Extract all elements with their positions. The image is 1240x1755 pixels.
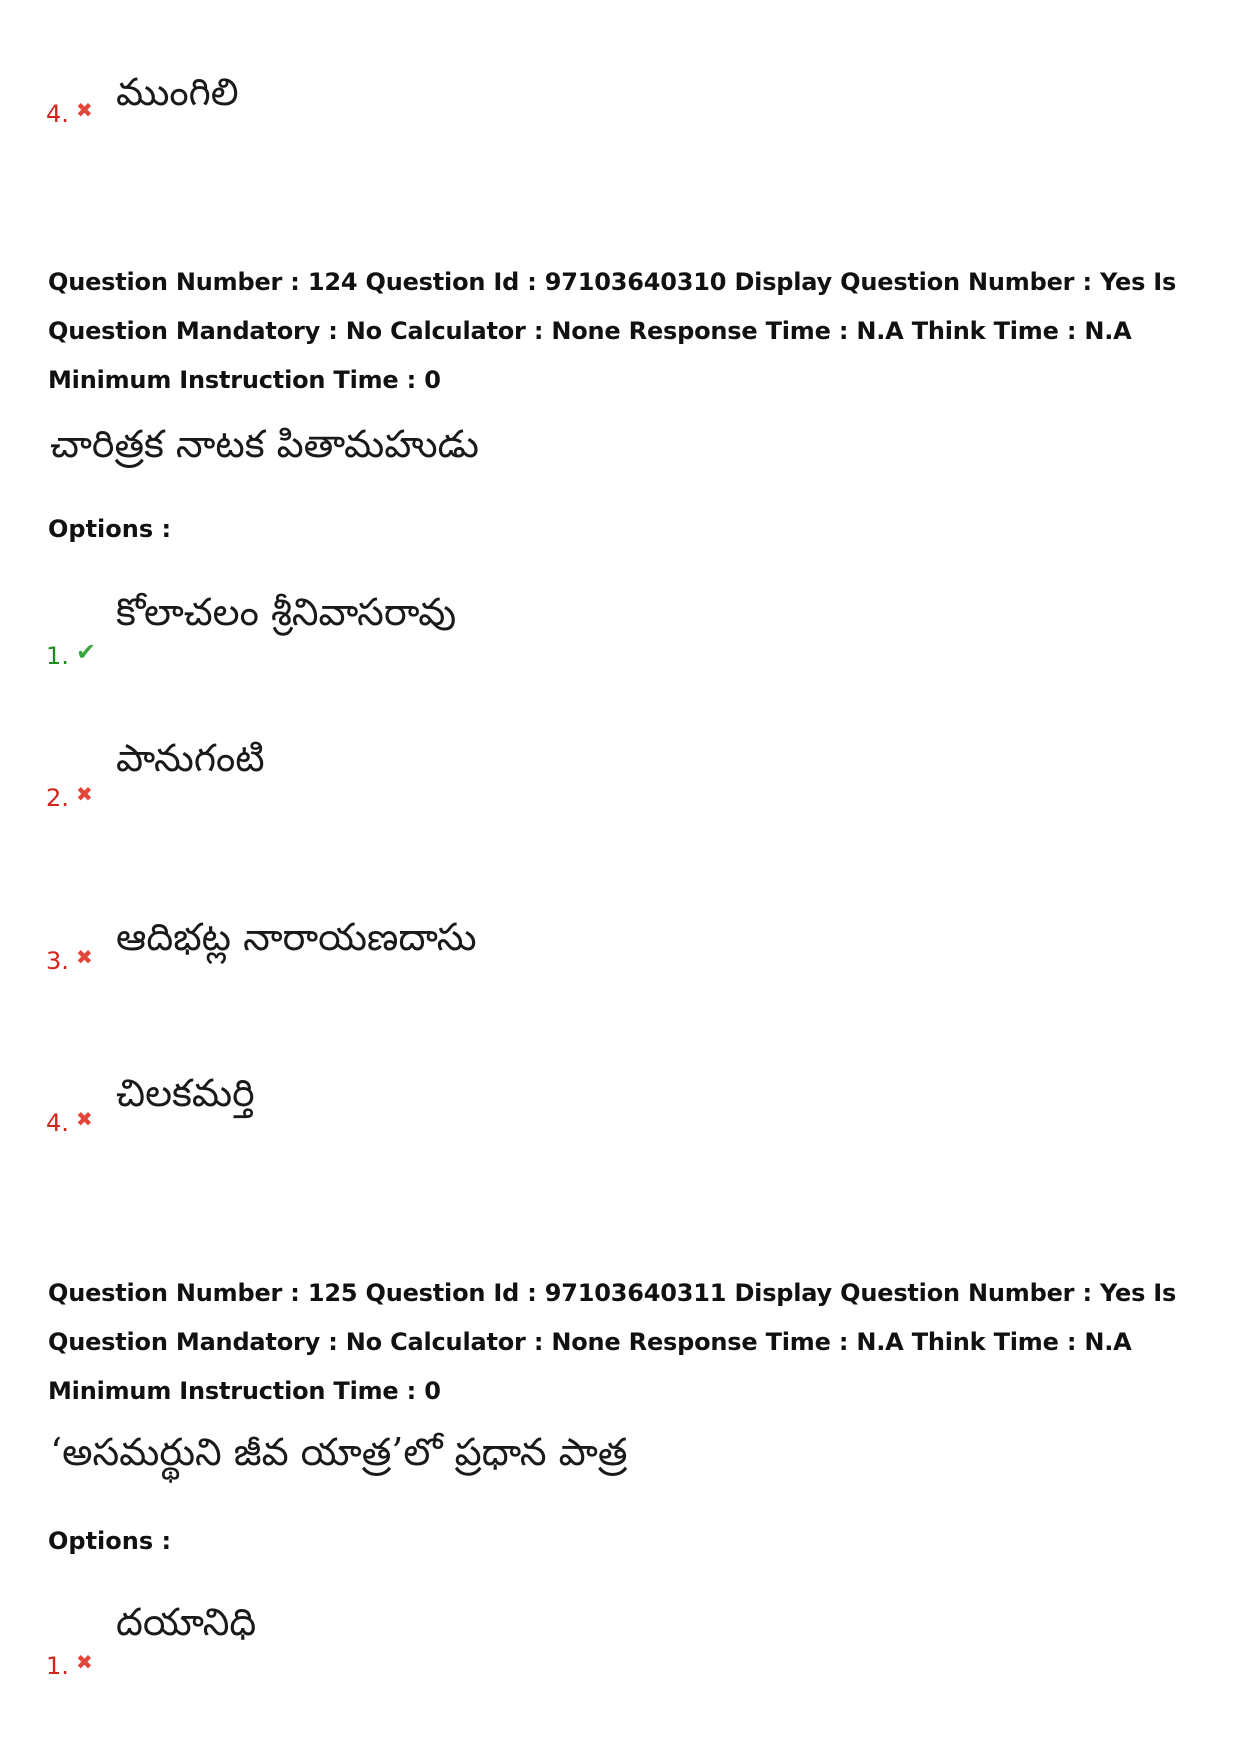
question-header: Question Number : 124 Question Id : 97103640310 Display Question Number : Yes Is Question Mandatory : No Calculator : None Response Time : N.A Think Time : N.A Minimum Instruction Time : 0 [48,268,1177,394]
option-number: 4. [46,100,69,128]
question-text: ‘అసమర్థుని జీవ యాత్ర’లో ప్రధాన పాత్ర [50,1430,628,1474]
option-number: 1. [46,1652,69,1680]
option-number: 3. [46,947,69,975]
cross-icon: ✖ [76,1650,93,1674]
option-item [46,895,946,975]
check-icon: ✔ [76,638,97,666]
cross-icon: ✖ [76,98,93,122]
cross-icon: ✖ [76,782,93,806]
options-label: Options : [48,1527,172,1555]
option-text: ఆదిభట్ల నారాయణదాసు [116,915,477,959]
option-number: 2. [46,784,69,812]
option-text: కోలాచలం శ్రీనివాసరావు [116,590,457,634]
option-number: 4. [46,1109,69,1137]
option-item [46,732,946,812]
option-item [46,590,946,670]
option-text: దయానిధి [116,1600,257,1644]
cross-icon: ✖ [76,945,93,969]
option-number: 1. [46,642,69,670]
option-item [46,48,946,128]
option-text: ముంగిలి [116,70,239,114]
question-text: చారిత్రక నాటక పితామహుడు [50,422,479,466]
question-header: Question Number : 125 Question Id : 97103640311 Display Question Number : Yes Is Question Mandatory : No Calculator : None Response Time : N.A Think Time : N.A Minimum Instruction Time : 0 [48,1279,1177,1405]
option-item [46,1600,946,1680]
cross-icon: ✖ [76,1107,93,1131]
option-item [46,1057,946,1137]
options-label: Options : [48,515,172,543]
option-text: పానుగంటి [116,736,265,780]
option-text: చిలకమర్తి [116,1071,255,1115]
